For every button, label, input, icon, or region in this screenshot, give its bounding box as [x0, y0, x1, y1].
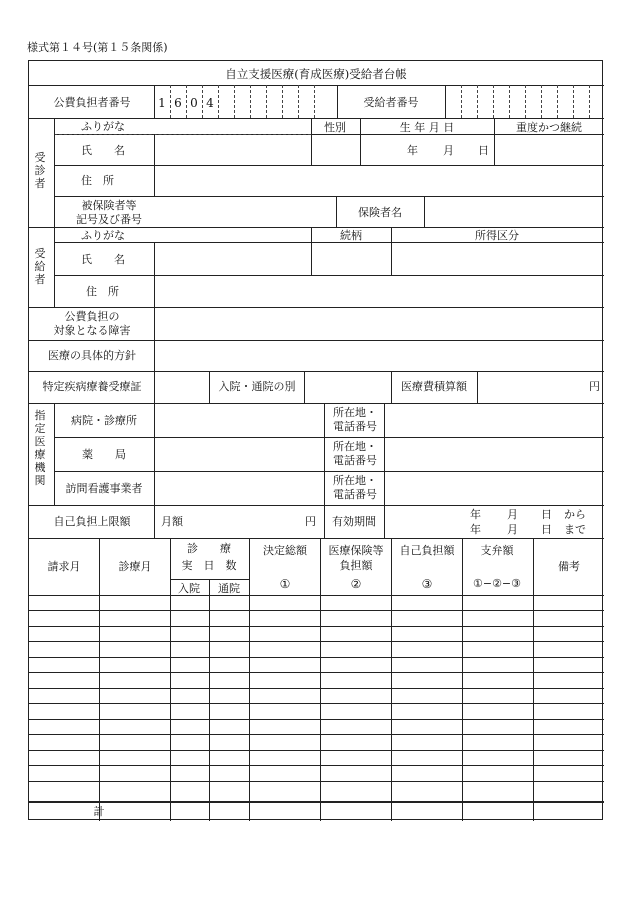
relation-label: 続柄 — [340, 229, 362, 242]
specified-disease-cert-label: 特定疾病療養受療証 — [42, 380, 142, 393]
nursing-location-label-1: 所在地・ — [333, 474, 377, 487]
inpatient-header: 入院 — [178, 582, 200, 595]
patient-furigana-label: ふりがな — [81, 120, 125, 133]
visiting-nursing-label: 訪問看護事業者 — [65, 482, 143, 495]
validity-from-year: 年 — [470, 508, 481, 521]
designated-institution-section-label: 指定医療機関 — [34, 409, 46, 487]
sex-label: 性別 — [324, 121, 346, 134]
payment-formula: ①−②−③ — [472, 577, 522, 590]
form-title: 自立支援医療(育成医療)受給者台帳 — [225, 67, 407, 81]
insurer-name-label: 保険者名 — [358, 206, 402, 219]
total-row-label: 計 — [93, 805, 105, 818]
hospital-location-label-2: 電話番号 — [333, 420, 377, 433]
patient-address-label: 住 所 — [81, 174, 114, 187]
dob-year: 年 — [407, 144, 418, 157]
dob-day: 日 — [478, 144, 489, 157]
pharmacy-location-label-1: 所在地・ — [333, 440, 377, 453]
treatment-month-header: 診療月 — [118, 560, 152, 573]
nursing-location-label-2: 電話番号 — [333, 488, 377, 501]
ledger-form — [28, 60, 603, 820]
validity-period-label: 有効期間 — [332, 515, 376, 528]
validity-until-day: 日 — [541, 523, 552, 536]
validity-until-year: 年 — [470, 523, 481, 536]
validity-from-label: から — [564, 508, 586, 521]
income-category-label: 所得区分 — [475, 229, 519, 242]
payer-digit-3: 0 — [190, 96, 198, 110]
treatment-days-header-1: 診 療 — [187, 542, 231, 555]
pharmacy-location-label-2: 電話番号 — [333, 454, 377, 467]
validity-until-label: まで — [564, 523, 586, 536]
remarks-header: 備考 — [558, 560, 580, 573]
recipient-section-label: 受給者 — [34, 247, 46, 286]
total-amount-mark: ① — [279, 577, 291, 591]
copay-limit-label: 自己負担上限額 — [53, 515, 131, 528]
accumulated-cost-yen: 円 — [589, 380, 600, 393]
payer-digit-4: 4 — [206, 96, 214, 110]
payer-digit-2: 6 — [174, 96, 182, 110]
severe-continuous-label: 重度かつ継続 — [516, 121, 582, 134]
self-burden-header: 自己負担額 — [399, 544, 455, 557]
disability-label-line2: 対象となる障害 — [53, 324, 131, 337]
self-burden-mark: ③ — [421, 577, 433, 591]
dob-label: 生 年 月 日 — [399, 121, 455, 134]
monthly-amount-yen: 円 — [305, 515, 316, 528]
inpatient-outpatient-label: 入院・通院の別 — [218, 380, 296, 393]
validity-from-day: 日 — [541, 508, 552, 521]
recipient-name-label: 氏 名 — [81, 253, 125, 266]
total-amount-header: 決定総額 — [263, 544, 307, 557]
payer-digit-1: 1 — [158, 96, 166, 110]
outpatient-header: 通院 — [218, 582, 240, 595]
payment-header: 支弁額 — [480, 544, 514, 557]
public-payer-number-label: 公費負担者番号 — [53, 96, 131, 109]
hospital-location-label-1: 所在地・ — [333, 406, 377, 419]
claim-month-header: 請求月 — [47, 560, 81, 573]
insured-label-line2: 記号及び番号 — [76, 213, 142, 226]
patient-section-label: 受診者 — [34, 151, 46, 190]
treatment-policy-label: 医療の具体的方針 — [48, 349, 136, 362]
disability-label-line1: 公費負担の — [64, 310, 120, 323]
insurance-burden-mark: ② — [350, 577, 362, 591]
patient-name-label: 氏 名 — [81, 144, 125, 157]
dob-month: 月 — [443, 144, 454, 157]
recipient-number-label: 受給者番号 — [363, 96, 419, 109]
monthly-amount-label: 月額 — [161, 515, 183, 528]
pharmacy-label: 薬 局 — [82, 448, 126, 461]
recipient-furigana-label: ふりがな — [81, 229, 125, 242]
form-number: 様式第１４号(第１５条関係) — [27, 41, 168, 54]
insurance-burden-header-1: 医療保険等 — [328, 544, 384, 557]
accumulated-cost-label: 医療費積算額 — [401, 380, 467, 393]
validity-until-month: 月 — [507, 523, 518, 536]
insured-label-line1: 被保険者等 — [81, 199, 137, 212]
hospital-clinic-label: 病院・診療所 — [71, 414, 137, 427]
insurance-burden-header-2: 負担額 — [339, 559, 373, 572]
treatment-days-header-2: 実 日 数 — [181, 559, 237, 572]
recipient-address-label: 住 所 — [86, 285, 119, 298]
validity-from-month: 月 — [507, 508, 518, 521]
